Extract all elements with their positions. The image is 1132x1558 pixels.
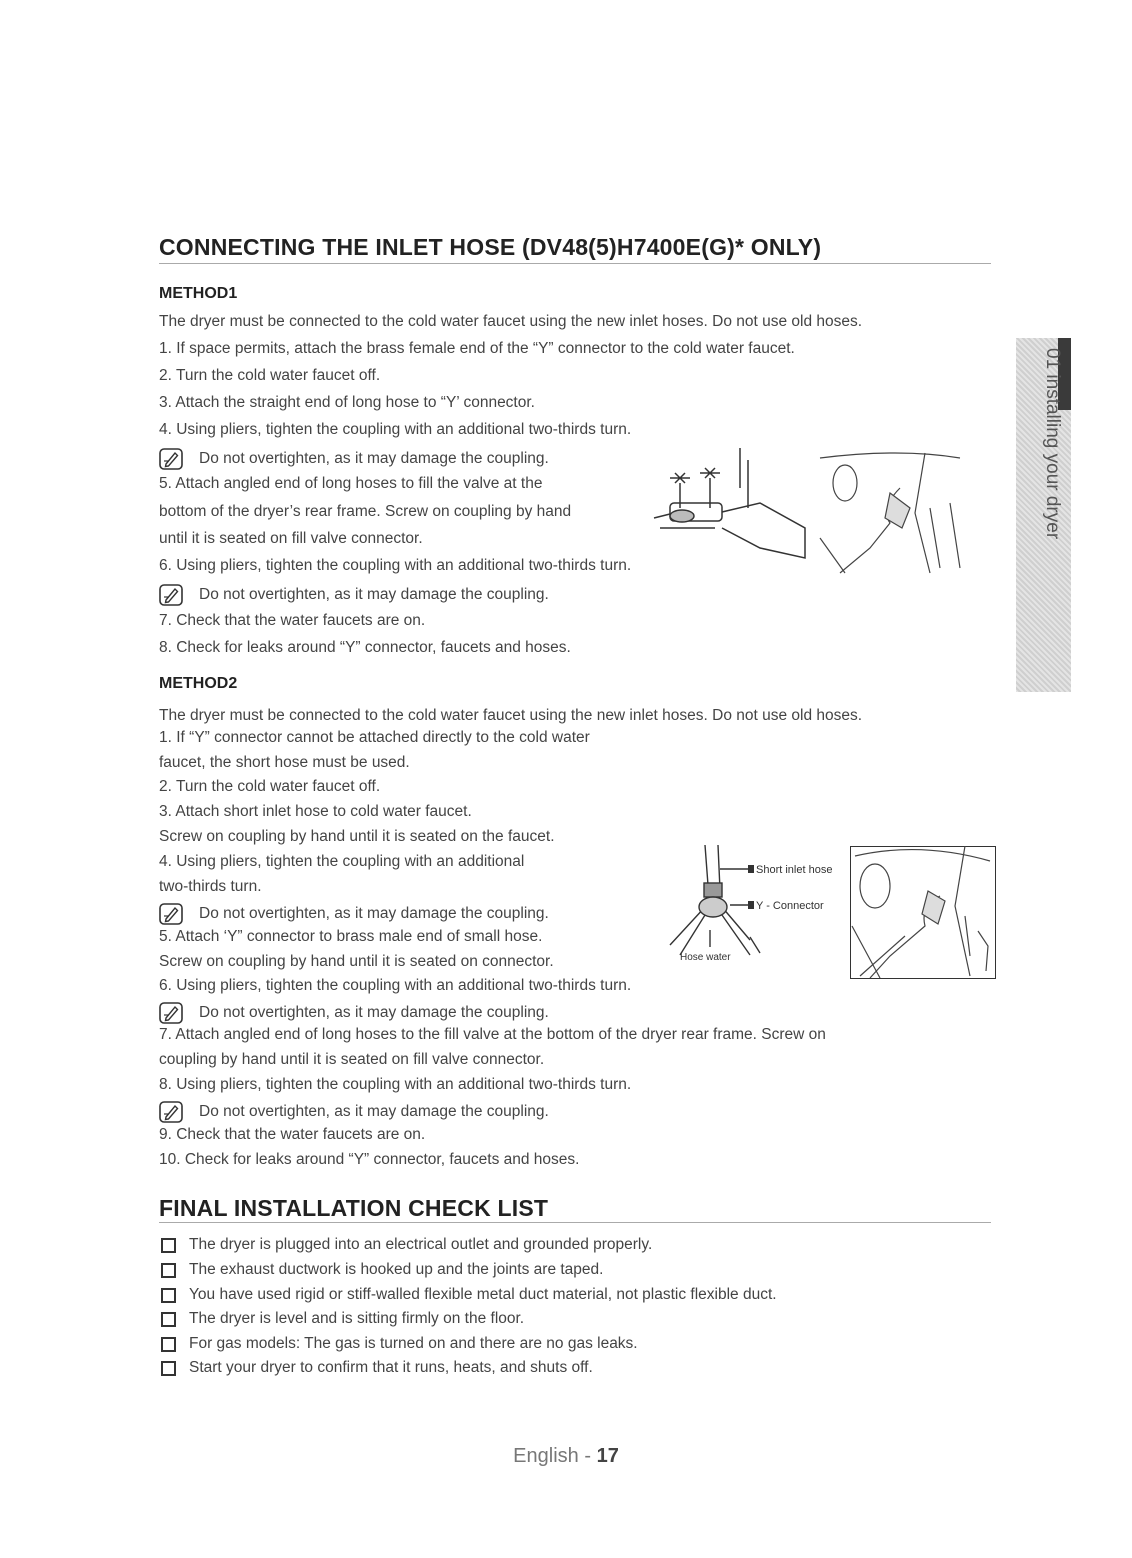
method2-step: 8. Using pliers, tighten the coupling with an additional two-thirds turn. — [159, 1076, 632, 1093]
method2-note — [159, 1101, 549, 1123]
method1-note — [159, 448, 549, 470]
method2-step: 7. Attach angled end of long hoses to the fill valve at the bottom of the dryer rear frame. Screw on — [159, 1026, 826, 1043]
note-text: Do not overtighten, as it may damage the coupling. — [199, 905, 549, 922]
method1-intro: The dryer must be connected to the cold water faucet using the new inlet hoses. Do not use old hoses. — [159, 313, 863, 330]
method1-illustration — [640, 448, 980, 578]
note-icon — [159, 448, 183, 470]
checklist-item-text: You have used rigid or stiff-walled flexible metal duct material, not plastic flexible duct. — [189, 1286, 777, 1303]
method2-fill-valve-illustration — [850, 846, 997, 979]
method2-step: coupling by hand until it is seated on fill valve connector. — [159, 1051, 545, 1068]
method2-step: faucet, the short hose must be used. — [159, 754, 410, 771]
dryer-panel-drawing — [820, 453, 960, 573]
method1-heading: METHOD1 — [159, 285, 238, 302]
method1-step: 6. Using pliers, tighten the coupling with an additional two-thirds turn. — [159, 557, 632, 574]
checkbox-icon — [161, 1361, 176, 1376]
checklist-item — [161, 1261, 603, 1279]
checkbox-icon — [161, 1312, 176, 1327]
method2-note — [159, 1002, 549, 1024]
method1-note — [159, 584, 549, 606]
method2-note — [159, 903, 549, 925]
method2-heading: METHOD2 — [159, 675, 238, 692]
footer-separator: - — [584, 1445, 592, 1467]
page-number: 17 — [596, 1445, 619, 1467]
method2-step: Screw on coupling by hand until it is seated on the faucet. — [159, 828, 555, 845]
checklist-item — [161, 1286, 777, 1304]
method1-step: bottom of the dryer’s rear frame. Screw on coupling by hand — [159, 503, 572, 520]
method1-step: 2. Turn the cold water faucet off. — [159, 367, 381, 384]
faucet-drawing — [654, 448, 805, 558]
method1-step: 8. Check for leaks around “Y” connector, faucets and hoses. — [159, 639, 571, 656]
note-text: Do not overtighten, as it may damage the coupling. — [199, 1103, 549, 1120]
method1-step: until it is seated on fill valve connector. — [159, 530, 423, 547]
method2-intro: The dryer must be connected to the cold water faucet using the new inlet hoses. Do not use old hoses. — [159, 707, 863, 724]
method2-step: 2. Turn the cold water faucet off. — [159, 778, 381, 795]
section-title-inlet-hose: CONNECTING THE INLET HOSE (DV48(5)H7400E(G)* ONLY) — [159, 234, 822, 260]
method1-step: 4. Using pliers, tighten the coupling with an additional two-thirds turn. — [159, 421, 632, 438]
method1-step: 3. Attach the straight end of long hose to “Y’ connector. — [159, 394, 535, 411]
title-underline — [159, 263, 991, 264]
note-text: Do not overtighten, as it may damage the coupling. — [199, 450, 549, 467]
checklist-item-text: Start your dryer to confirm that it runs, heats, and shuts off. — [189, 1359, 593, 1376]
method1-step: 7. Check that the water faucets are on. — [159, 612, 426, 629]
method2-step: 1. If “Y” connector cannot be attached directly to the cold water — [159, 729, 590, 746]
method2-step: 3. Attach short inlet hose to cold water faucet. — [159, 803, 472, 820]
note-text: Do not overtighten, as it may damage the coupling. — [199, 586, 549, 603]
method2-step: 6. Using pliers, tighten the coupling with an additional two-thirds turn. — [159, 977, 632, 994]
checklist-item-text: The dryer is level and is sitting firmly on the floor. — [189, 1310, 525, 1327]
title-underline — [159, 1222, 991, 1223]
checklist-item — [161, 1335, 638, 1353]
note-icon — [159, 1002, 183, 1024]
checkbox-icon — [161, 1337, 176, 1352]
method1-step: 5. Attach angled end of long hoses to fill the valve at the — [159, 475, 543, 492]
checklist-item-text: The exhaust ductwork is hooked up and the joints are taped. — [189, 1261, 604, 1278]
note-icon — [159, 584, 183, 606]
checklist-item — [161, 1310, 524, 1328]
note-text: Do not overtighten, as it may damage the coupling. — [199, 1004, 549, 1021]
checklist-item — [161, 1236, 652, 1254]
method2-step: 4. Using pliers, tighten the coupling with an additional — [159, 853, 525, 870]
method1-step: 1. If space permits, attach the brass female end of the “Y” connector to the cold water faucet. — [159, 340, 795, 357]
chapter-tab-label: 01 installing your dryer — [1042, 348, 1063, 540]
note-icon — [159, 903, 183, 925]
footer-language: English — [513, 1445, 579, 1467]
method2-step: Screw on coupling by hand until it is seated on connector. — [159, 953, 554, 970]
page-footer — [0, 1445, 1132, 1468]
checklist-item — [161, 1359, 593, 1377]
method2-step: 9. Check that the water faucets are on. — [159, 1126, 426, 1143]
method2-step: 10. Check for leaks around “Y” connector, faucets and hoses. — [159, 1151, 580, 1168]
note-icon — [159, 1101, 183, 1123]
label-hose-water: Hose water — [680, 952, 731, 963]
section-title-checklist: FINAL INSTALLATION CHECK LIST — [159, 1195, 549, 1221]
label-y-connector: Y - Connector — [756, 900, 824, 912]
label-short-inlet-hose: Short inlet hose — [756, 864, 833, 876]
checkbox-icon — [161, 1238, 176, 1253]
checklist-item-text: For gas models: The gas is turned on and there are no gas leaks. — [189, 1335, 638, 1352]
method2-step: two-thirds turn. — [159, 878, 262, 895]
checkbox-icon — [161, 1263, 176, 1278]
checklist-item-text: The dryer is plugged into an electrical outlet and grounded properly. — [189, 1236, 653, 1253]
checkbox-icon — [161, 1288, 176, 1303]
method2-y-connector-illustration — [660, 845, 850, 975]
method2-step: 5. Attach ‘Y” connector to brass male end of small hose. — [159, 928, 543, 945]
